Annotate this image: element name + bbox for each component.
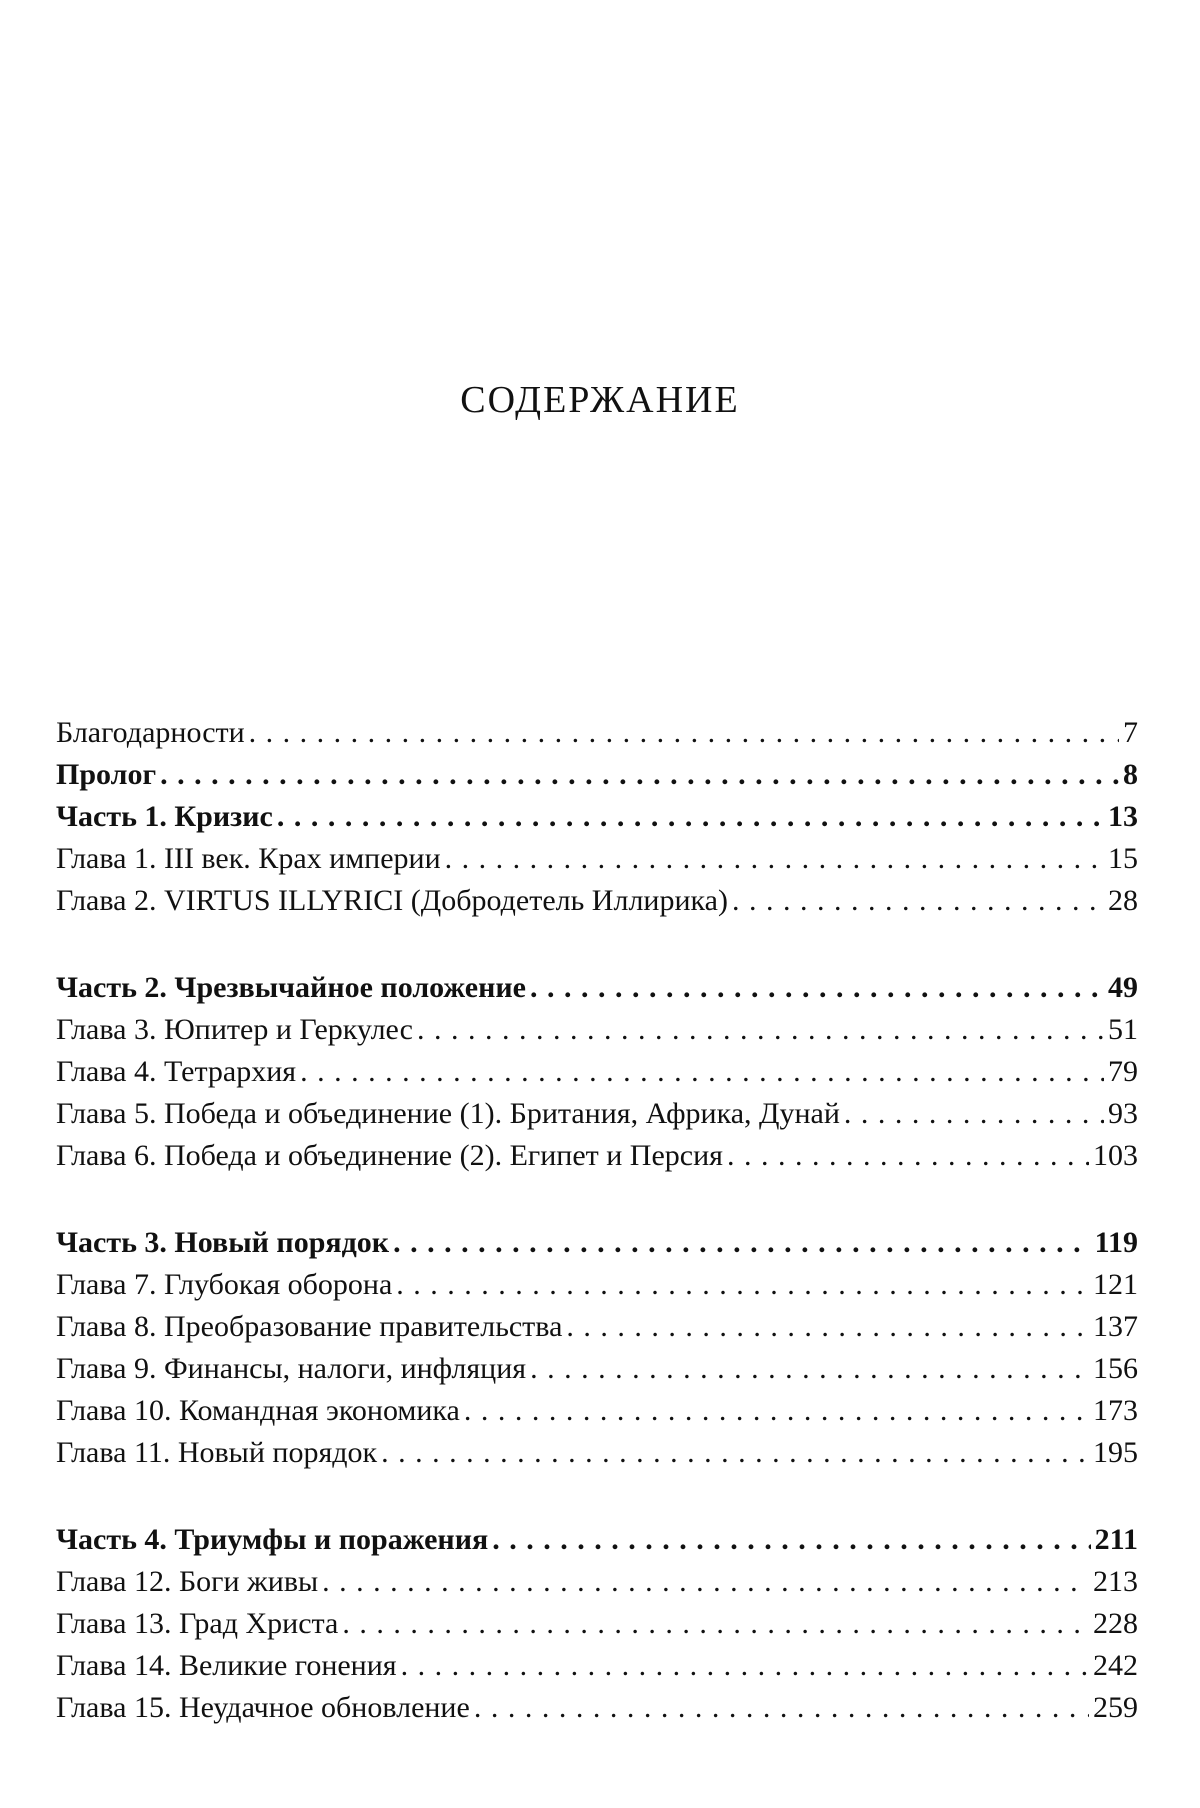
dot-leader: [401, 1645, 1089, 1687]
toc-entry-acknowledgements[interactable]: [56, 712, 1138, 754]
dot-leader: [530, 1348, 1089, 1390]
toc-entry-label: Глава 6. Победа и объединение (2). Египет и Персия: [56, 1139, 723, 1172]
toc-entry-page: 119: [1094, 1226, 1138, 1259]
toc-chapter-13[interactable]: [56, 1603, 1138, 1645]
dot-leader: [277, 796, 1104, 838]
dot-leader: [727, 1135, 1089, 1177]
toc-entry-page: 137: [1093, 1310, 1138, 1343]
dot-leader: [300, 1051, 1104, 1093]
toc-entry-prologue[interactable]: [56, 754, 1138, 796]
toc-entry-label: Часть 3. Новый порядок: [56, 1226, 390, 1259]
toc-chapter-8[interactable]: [56, 1306, 1138, 1348]
toc-entry-page: 28: [1108, 884, 1138, 917]
toc-entry-label: Глава 4. Тетрархия: [56, 1055, 297, 1088]
toc-entry-label: Глава 3. Юпитер и Геркулес: [56, 1013, 413, 1046]
toc-chapter-3[interactable]: [56, 1009, 1138, 1051]
toc-entry-label: Глава 7. Глубокая оборона: [56, 1268, 393, 1301]
toc-entry-page: 121: [1093, 1268, 1138, 1301]
toc-chapter-10[interactable]: [56, 1390, 1138, 1432]
dot-leader: [342, 1603, 1089, 1645]
toc-entry-label: Глава 13. Град Христа: [56, 1607, 339, 1640]
page-title: СОДЕРЖАНИЕ: [460, 379, 740, 421]
dot-leader: [732, 880, 1104, 922]
toc-entry-label: Глава 8. Преобразование правительства: [56, 1310, 563, 1343]
toc-chapter-14[interactable]: [56, 1645, 1138, 1687]
toc-entry-label: Глава 2. VIRTUS ILLYRICI (Добродетель Иллирика): [56, 884, 728, 917]
toc-chapter-6[interactable]: [56, 1135, 1138, 1177]
dot-leader: [381, 1432, 1089, 1474]
toc-entry-label: Глава 9. Финансы, налоги, инфляция: [56, 1352, 527, 1385]
toc-entry-page: 195: [1093, 1436, 1138, 1469]
dot-leader: [322, 1561, 1089, 1603]
toc-entry-label: Глава 15. Неудачное обновление: [56, 1691, 470, 1724]
toc-entry-page: 8: [1123, 758, 1138, 791]
toc-entry-page: 7: [1123, 716, 1138, 749]
toc-entry-page: 156: [1093, 1352, 1138, 1385]
toc-part-4[interactable]: [56, 1519, 1138, 1561]
toc-entry-label: Глава 14. Великие гонения: [56, 1649, 397, 1682]
toc-entry-page: 49: [1108, 971, 1138, 1004]
dot-leader: [844, 1093, 1104, 1135]
dot-leader: [474, 1687, 1089, 1729]
toc-chapter-7[interactable]: [56, 1264, 1138, 1306]
dot-leader: [417, 1009, 1104, 1051]
toc-entry-page: 51: [1108, 1013, 1138, 1046]
toc-entry-page: 15: [1108, 842, 1138, 875]
toc-entry-page: 103: [1093, 1139, 1138, 1172]
toc-entry-label: Часть 4. Триумфы и поражения: [56, 1523, 489, 1556]
toc-entry-page: 213: [1093, 1565, 1138, 1598]
toc-entry-page: 79: [1108, 1055, 1138, 1088]
table-of-contents: [56, 712, 1138, 1729]
dot-leader: [566, 1306, 1089, 1348]
toc-chapter-5[interactable]: [56, 1093, 1138, 1135]
dot-leader: [249, 712, 1119, 754]
toc-entry-page: 173: [1093, 1394, 1138, 1427]
toc-entry-label: Глава 10. Командная экономика: [56, 1394, 460, 1427]
toc-chapter-9[interactable]: [56, 1348, 1138, 1390]
toc-chapter-11[interactable]: [56, 1432, 1138, 1474]
toc-entry-page: 13: [1108, 800, 1138, 833]
toc-entry-label: Глава 12. Боги живы: [56, 1565, 319, 1598]
toc-chapter-12[interactable]: [56, 1561, 1138, 1603]
dot-leader: [393, 1222, 1091, 1264]
toc-entry-page: 242: [1093, 1649, 1138, 1682]
toc-entry-label: Глава 1. III век. Крах империи: [56, 842, 441, 875]
toc-entry-label: Часть 1. Кризис: [56, 800, 273, 833]
toc-entry-page: 211: [1094, 1523, 1138, 1556]
toc-entry-label: Глава 11. Новый порядок: [56, 1436, 378, 1469]
toc-chapter-4[interactable]: [56, 1051, 1138, 1093]
toc-entry-page: 93: [1108, 1097, 1138, 1130]
dot-leader: [530, 967, 1104, 1009]
toc-entry-label: Часть 2. Чрезвычайное положение: [56, 971, 526, 1004]
toc-chapter-2[interactable]: [56, 880, 1138, 922]
toc-entry-page: 228: [1093, 1607, 1138, 1640]
toc-entry-label: Благодарности: [56, 716, 245, 749]
toc-entry-label: Пролог: [56, 758, 157, 791]
toc-chapter-15[interactable]: [56, 1687, 1138, 1729]
dot-leader: [492, 1519, 1090, 1561]
dot-leader: [464, 1390, 1089, 1432]
toc-part-3[interactable]: [56, 1222, 1138, 1264]
toc-entry-label: Глава 5. Победа и объединение (1). Британия, Африка, Дунай: [56, 1097, 840, 1130]
dot-leader: [396, 1264, 1089, 1306]
toc-part-1[interactable]: [56, 796, 1138, 838]
dot-leader: [160, 754, 1119, 796]
toc-part-2[interactable]: [56, 967, 1138, 1009]
toc-chapter-1[interactable]: [56, 838, 1138, 880]
toc-entry-page: 259: [1093, 1691, 1138, 1724]
dot-leader: [445, 838, 1104, 880]
